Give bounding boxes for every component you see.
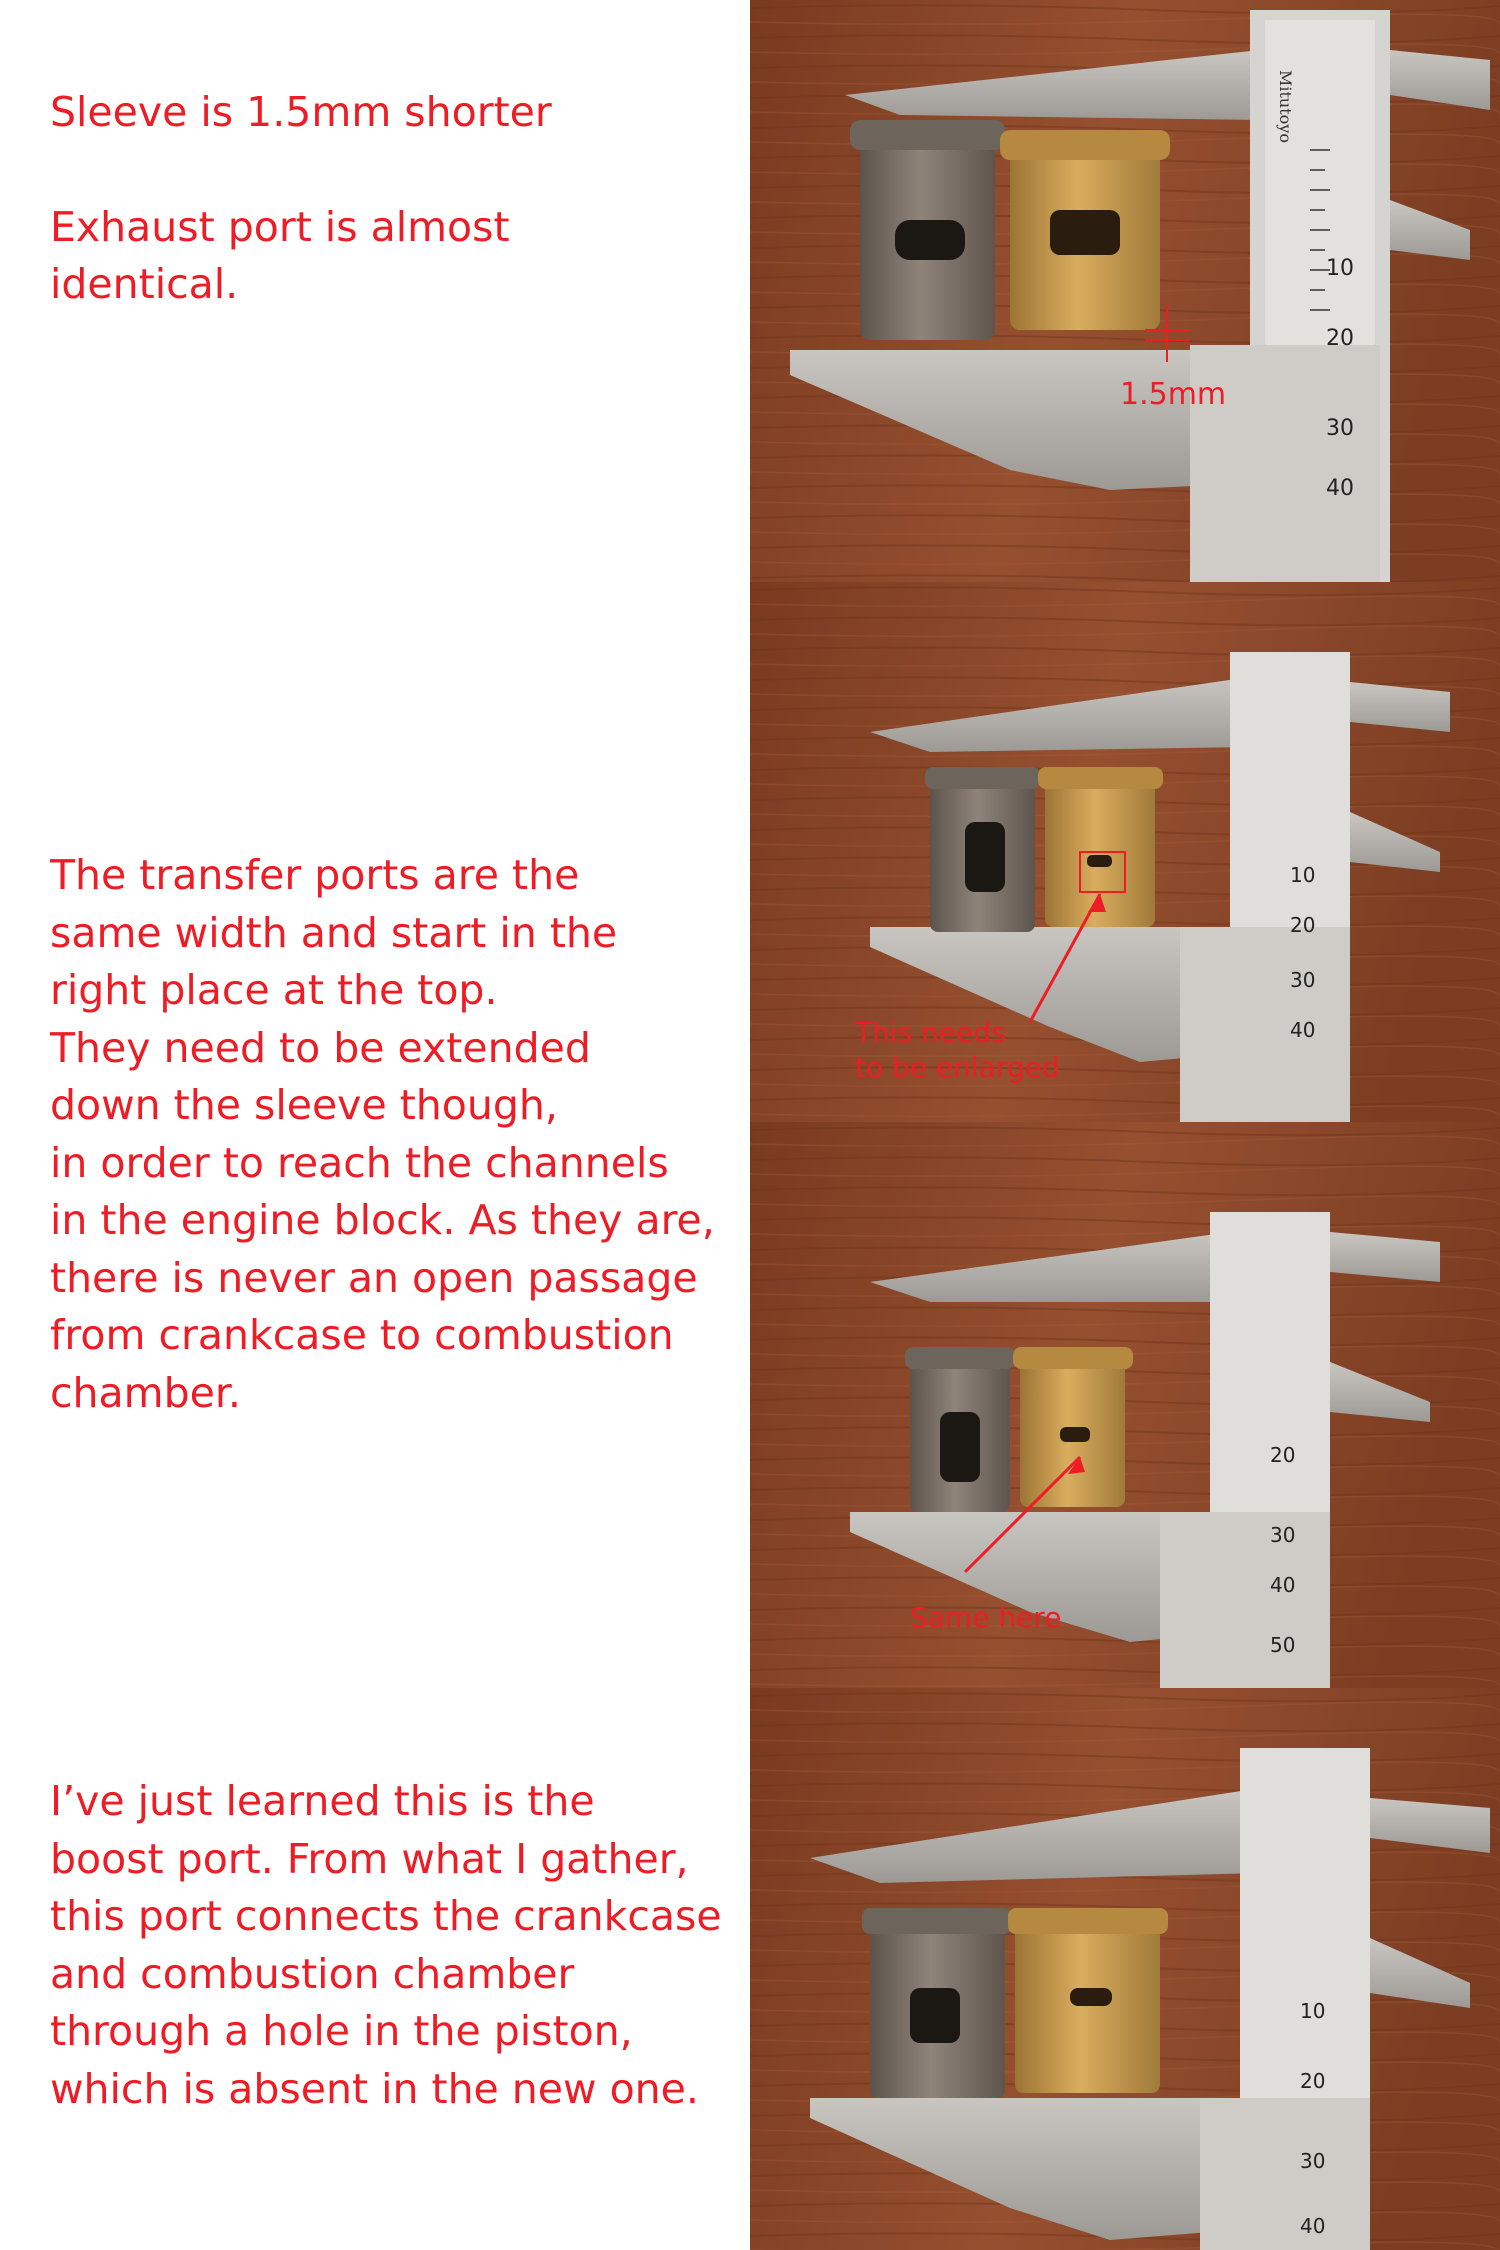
annotation-1-5mm: 1.5mm	[1120, 377, 1227, 412]
caliper-brand-logo: Mitutoyo	[1276, 70, 1295, 143]
note-transfer-ports	[50, 847, 730, 1422]
note-sleeve-shorter: Sleeve is 1.5mm shorter	[50, 88, 552, 136]
scale4-label-30: 30	[1300, 2149, 1326, 2173]
annotation-enlarge-line2: to be enlarged	[855, 1051, 1060, 1084]
scale2-label-10: 10	[1290, 863, 1316, 887]
scale2-label-20: 20	[1290, 913, 1316, 937]
note-boost-port-text: I’ve just learned this is the boost port. From what I gather, this port connects the crankcase and combustion chamber through a hole in the piston, which is absent in the new one.	[50, 1777, 722, 2113]
scale-label-20: 20	[1326, 326, 1354, 351]
annotation-enlarge-line1: This needs	[855, 1016, 1006, 1049]
caliper-photo-4	[750, 1688, 1500, 2250]
scale4-label-40: 40	[1300, 2214, 1326, 2238]
scale3-label-40: 40	[1270, 1573, 1296, 1597]
scale-label-40: 40	[1326, 476, 1354, 501]
photo-column	[750, 0, 1500, 2250]
note-boost-port	[50, 1773, 730, 2118]
note-exhaust-port: Exhaust port is almost identical.	[50, 202, 510, 308]
caliper-photo-2	[750, 582, 1500, 1122]
scale-label-30: 30	[1326, 416, 1354, 441]
caliper-photo-1	[750, 0, 1500, 582]
scale2-label-30: 30	[1290, 968, 1316, 992]
caliper-photo-3	[750, 1122, 1500, 1688]
scale3-label-50: 50	[1270, 1633, 1296, 1657]
note-transfer-ports-text: The transfer ports are the same width and start in the right place at the top. They need to be extended down the sleeve though, in order to reach the channels in the engine block. As they are, there is never an open passage from crankcase to combustion chamber.	[50, 851, 715, 1417]
scale2-label-40: 40	[1290, 1018, 1316, 1042]
note-sleeve	[50, 84, 730, 314]
scale-label-10: 10	[1326, 256, 1354, 281]
scale3-label-30: 30	[1270, 1523, 1296, 1547]
scale3-label-20: 20	[1270, 1443, 1296, 1467]
scale4-label-10: 10	[1300, 1999, 1326, 2023]
annotation-same-here: Same here	[910, 1601, 1062, 1634]
scale4-label-20: 20	[1300, 2069, 1326, 2093]
